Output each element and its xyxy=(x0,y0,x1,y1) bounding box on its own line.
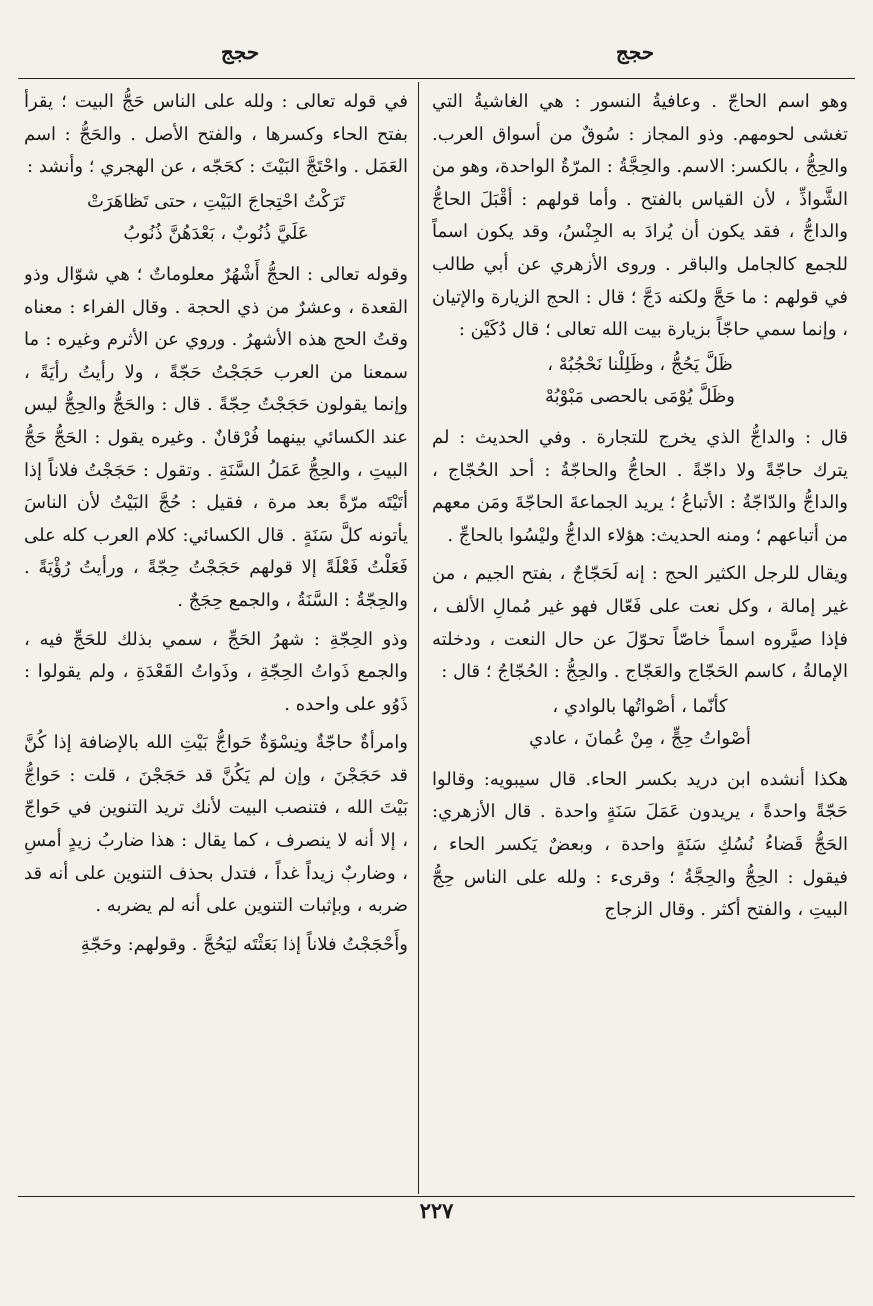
paragraph: في قوله تعالى : ولله على الناس حَجُّ البيت ؛ يقرأ بفتح الحاء وكسرها ، والفتح الأصل . والحَجُّ : اسم العَمَل . واحْتَجَّ البَيْتَ : كحَجّه ، عن الهجري ؛ وأنشد : xyxy=(24,91,408,178)
paragraph: ويقال للرجل الكثير الحج : إنه لَحَجّاجٌ ، بفتح الجيم ، من غير إمالة ، وكل نعت على فَعّال فهو غير مُمالِ الألف ، فإذا صيَّروه اسماً خاصّاً تحوّلَ عن حال النعت ، ودخلته الإمالةُ ، كاسم الحَجّاج والعَجّاج . والحِجُّ : الحُجّاجُ ؛ قال : xyxy=(432,563,848,683)
paragraph: قال : والداجُّ الذي يخرج للتجارة . وفي الحديث : لم يترك حاجّةً ولا داجّةً . الحاجُّ والحاجّةُ : أحد الحُجّاج ، والداجُّ والدّاجّةُ : الأتباعُ ؛ يريد الجماعةَ الحاجّةَ ومَن معهم من أتباعهم ؛ ومنه الحديث: هؤلاء الداجُّ وليْسُوا بالحاجِّ . xyxy=(432,426,848,546)
running-head-left: حجج xyxy=(220,40,260,64)
verse-line: تَرَكْتُ احْتِجاجَ البَيْتِ ، حتى تَظاهَرَتْ xyxy=(86,190,346,212)
verse-line: وظَلَّ يُوْمَى بالحصى مَبْوْبُهْ xyxy=(544,386,735,408)
verse xyxy=(432,349,848,414)
header-rule xyxy=(18,78,855,79)
verse-line: أصْواتُ حِجٍّ ، مِنْ عُمانَ ، عادي xyxy=(529,728,751,750)
right-column xyxy=(432,86,848,1192)
verse xyxy=(432,691,848,756)
column-divider xyxy=(418,82,419,1194)
verse xyxy=(24,186,408,251)
paragraph: هكذا أنشده ابن دريد بكسر الحاء. قال سيبويه: وقالوا حَجّةً واحدةً ، يريدون عَمَلَ سَنَةٍ واحدة . قال الأزهري: الحَجُّ قَضاءُ نُسُكِ سَنَةٍ واحدة ، وبعضٌ يَكسر الحاء ، فيقول : الحِجُّ والحِجَّةُ ؛ وقرىء : ولله على الناس حِجُّ البيتِ ، والفتح أكثر . وقال الزجاج xyxy=(432,768,848,921)
footer-rule xyxy=(18,1196,855,1197)
verse-line: ظَلَّ يَحُجُّ ، وظَلِلْنا نَحْجُبُهْ ، xyxy=(547,353,733,375)
verse-line: كأنّما ، أصْواتُها بالوادي ، xyxy=(552,695,728,717)
left-column xyxy=(24,86,408,1192)
verse-line: عَلَيَّ ذُنُوبٌ ، بَعْدَهُنَّ ذُنُوبُ xyxy=(123,223,309,245)
page-number: ٢٢٧ xyxy=(419,1198,454,1223)
paragraph: وذو الحِجّةِ : شهرُ الحَجِّ ، سمي بذلك للحَجِّ فيه ، والجمع ذَواتُ الحِجّةِ ، وذَواتُ القَعْدَةِ ، ولم يقولوا : ذَوُو على واحده . xyxy=(24,628,408,715)
running-head-right: حجج xyxy=(615,40,655,64)
paragraph: وهو اسم الحاجّ . وعافيةُ النسور : هي الغاشيةُ التي تغشى لحومهم. وذو المجاز : سُوقٌ من أسواق العرب. والحِجُّ ، بالكسر: الاسم. والحِجَّةُ : المرّةُ الواحدة، وهو من الشَّواذِّ ، لأن القياس بالفتح . وأما قولهم : أقْبَلَ الحاجُّ والداجُّ ، فقد يكون أن يُرادَ به الجِنْسُ، وقد يكون اسماً للجمع كالجامل والباقر . وروى الأزهري عن أبي طالب في قولهم : ما حَجَّ ولكنه دَجَّ ؛ قال : الحج الزيارة والإتيان ، وإنما سمي حاجّاً بزيارة بيت الله تعالى ؛ قال دُكَيْن : xyxy=(432,91,848,341)
paragraph: وأَحْجَجْتُ فلاناً إذا بَعَثْتَه ليَحُجَّ . وقولهم: وحَجّةِ xyxy=(80,933,408,955)
paragraph: وقوله تعالى : الحجُّ أَشْهُرٌ معلوماتٌ ؛ هي شوّال وذو القعدة ، وعشرٌ من ذي الحجة . وقال الفراء : معناه وقتُ الحج هذه الأشهرُ . وروي عن الأثرم وغيره : ما سمعنا من العرب حَجَجْتُ حَجّةً ، ولا رأيتُ رأيَةً ، وإنما يقولون حَجَجْتُ حِجّةً . قال : والحَجُّ والحِجُّ ليس عند الكسائي بينهما فُرْقانٌ . وغيره يقول : الحَجُّ حَجُّ البيتِ ، والحِجُّ عَمَلُ السَّنَةِ . وتقول : حَجَجْتُ فلاناً إذا أتَيْتَه مرّةً بعد مرة ، فقيل : حُجَّ البَيْتُ لأن الناسَ يأتونه كلَّ سَنَةٍ . قال الكسائي: كلام العرب كله على فَعَلْتُ فَعْلَةً إلا قولهم حَجَجْتُ حِجّةً ، ورأيتُ رُؤْيَةً . والحِجّةُ : السَّنَةُ ، والجمع حِجَجٌ . xyxy=(24,263,408,611)
paragraph: وامرأةٌ حاجّةٌ ونِسْوَةٌ حَواجُّ بَيْتِ الله بالإضافة إذا كُنَّ قد حَجَجْنَ ، وإن لم يَكُنَّ قد حَجَجْنَ ، قلت : حَواجُّ بَيْتَ الله ، فتنصب البيت لأنك تريد التنوين في حَواجّ ، إلا أنه لا ينصرف ، كما يقال : هذا ضاربُ زيدٍ أمسِ ، وضاربٌ زيداً غداً ، فتدل بحذف التنوين على أنه قد ضربه ، وبإثبات التنوين على أنه لم يضربه . xyxy=(24,732,408,917)
